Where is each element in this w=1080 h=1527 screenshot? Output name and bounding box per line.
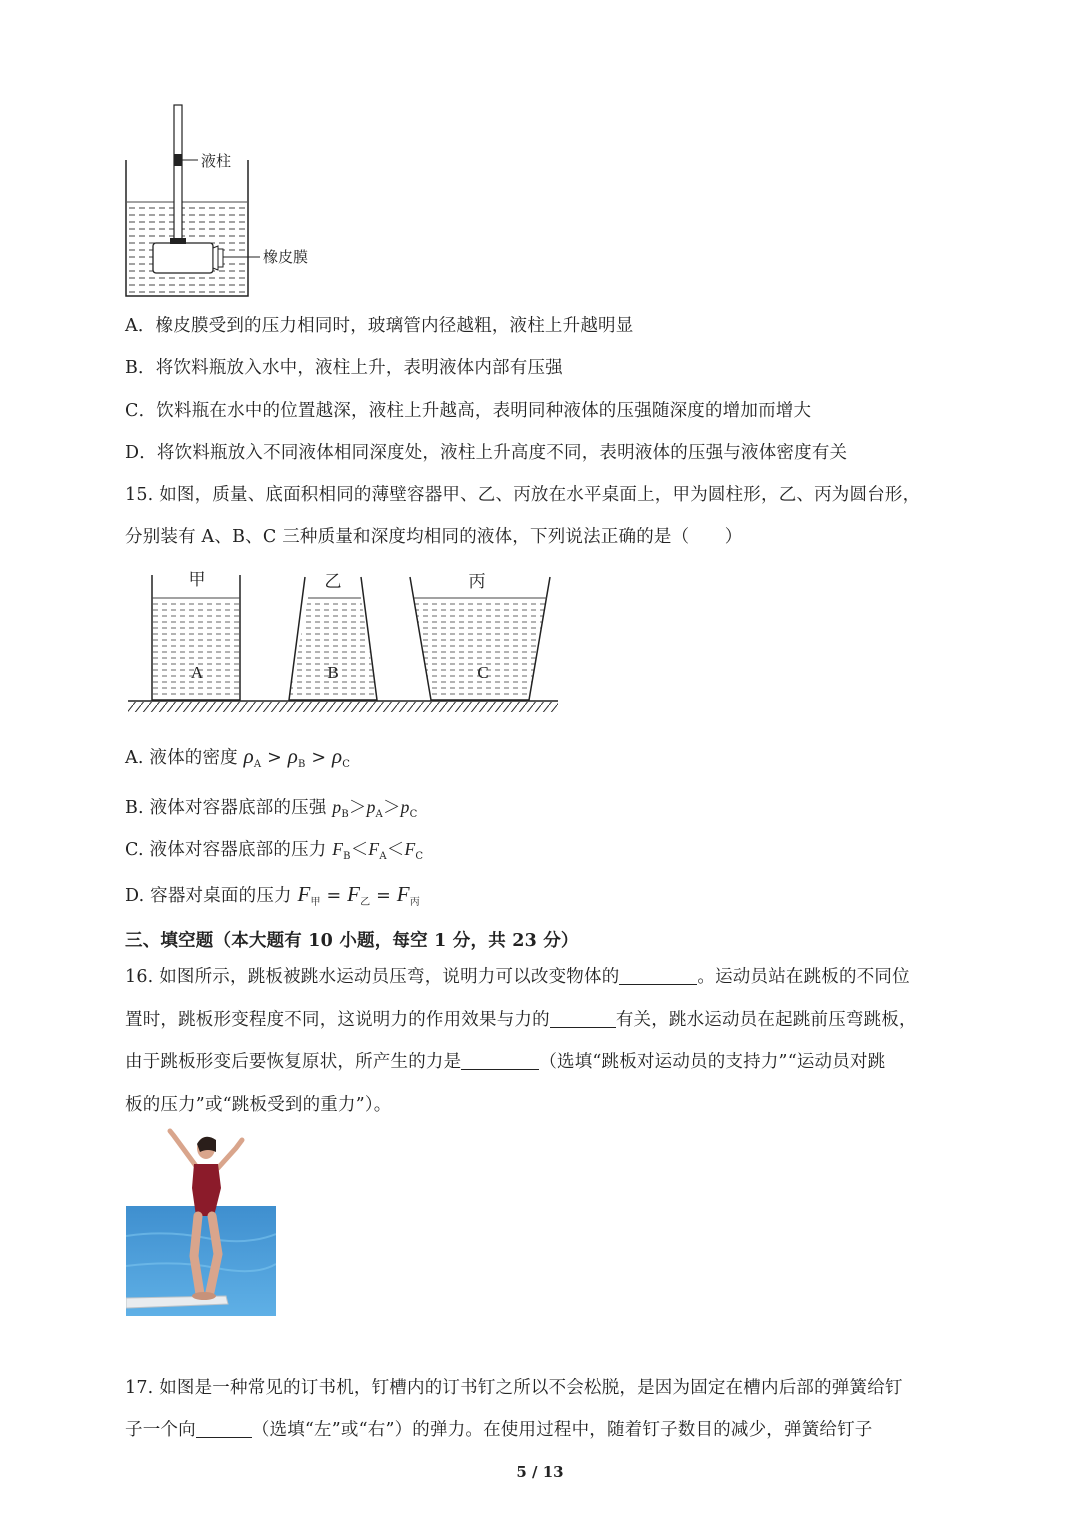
answer-blank[interactable] bbox=[196, 1420, 252, 1439]
diver-photo bbox=[126, 1126, 276, 1316]
q16-line4: 板的压力”或“跳板受到的重力”）。 bbox=[125, 1095, 392, 1115]
q14-option-b: B．将饮料瓶放入水中，液柱上升，表明液体内部有压强 bbox=[125, 358, 563, 378]
q15-option-c: C. 液体对容器底部的压力 $F_B<F_A<F_C$ bbox=[125, 839, 424, 862]
label-container-jia: 甲 bbox=[188, 570, 206, 590]
q16-line1: 16. 如图所示，跳板被跳水运动员压弯，说明力可以改变物体的 。运动员站在跳板的不同位 bbox=[125, 967, 910, 987]
q17-line2: 子一个向 （选填“左”或“右”）的弹力。在使用过程中，随着钉子数目的减少，弹簧给钉子 bbox=[125, 1420, 873, 1440]
q15-option-a: A. 液体的密度 $\rho_A > \rho_B > \rho_C$ bbox=[125, 744, 351, 770]
label-liquid-c: C bbox=[477, 663, 489, 682]
page-number: 5 / 13 bbox=[516, 1463, 564, 1481]
label-liquid-b: B bbox=[327, 663, 339, 682]
label-liquid-column: 液柱 bbox=[201, 152, 232, 170]
q15-stem-line2: 分别装有 A、B、C 三种质量和深度均相同的液体，下列说法正确的是（ ） bbox=[125, 527, 743, 547]
answer-blank[interactable] bbox=[619, 967, 697, 986]
answer-blank[interactable] bbox=[461, 1052, 539, 1071]
q16-line2: 置时，跳板形变程度不同，这说明力的作用效果与力的 有关，跳水运动员在起跳前压弯跳板， bbox=[125, 1010, 917, 1030]
q16-line3: 由于跳板形变后要恢复原状，所产生的力是 （选填“跳板对运动员的支持力”“运动员对跳 bbox=[125, 1052, 886, 1072]
figure-bottle-tube bbox=[118, 100, 338, 305]
q17-line1: 17. 如图是一种常见的订书机，钉槽内的订书钉之所以不会松脱，是因为固定在槽内后部的弹簧给钉 bbox=[125, 1378, 903, 1398]
figure-three-containers bbox=[125, 565, 565, 715]
q14-option-d: D．将饮料瓶放入不同液体相同深度处，液柱上升高度不同，表明液体的压强与液体密度有关 bbox=[125, 443, 848, 463]
label-liquid-a: A bbox=[190, 663, 204, 682]
q14-option-a: A．橡皮膜受到的压力相同时，玻璃管内径越粗，液柱上升越明显 bbox=[125, 316, 634, 336]
label-container-yi: 乙 bbox=[324, 572, 342, 592]
q15-option-b: B. 液体对容器底部的压强 $p_B>p_A>p_C$ bbox=[125, 797, 418, 820]
q15-stem-line1: 15. 如图，质量、底面积相同的薄壁容器甲、乙、丙放在水平桌面上，甲为圆柱形，乙、丙为圆台形， bbox=[125, 485, 921, 505]
answer-blank[interactable] bbox=[550, 1010, 616, 1029]
q14-option-c: C．饮料瓶在水中的位置越深，液柱上升越高，表明同种液体的压强随深度的增加而增大 bbox=[125, 401, 812, 421]
q15-option-d: D. 容器对桌面的压力 $F_甲 = F_乙 = F_丙$ bbox=[125, 882, 420, 908]
label-container-bing: 丙 bbox=[468, 572, 486, 592]
section-3-heading: 三、填空题（本大题有 10 小题，每空 1 分，共 23 分） bbox=[125, 931, 579, 951]
label-rubber-membrane: 橡皮膜 bbox=[263, 248, 309, 266]
